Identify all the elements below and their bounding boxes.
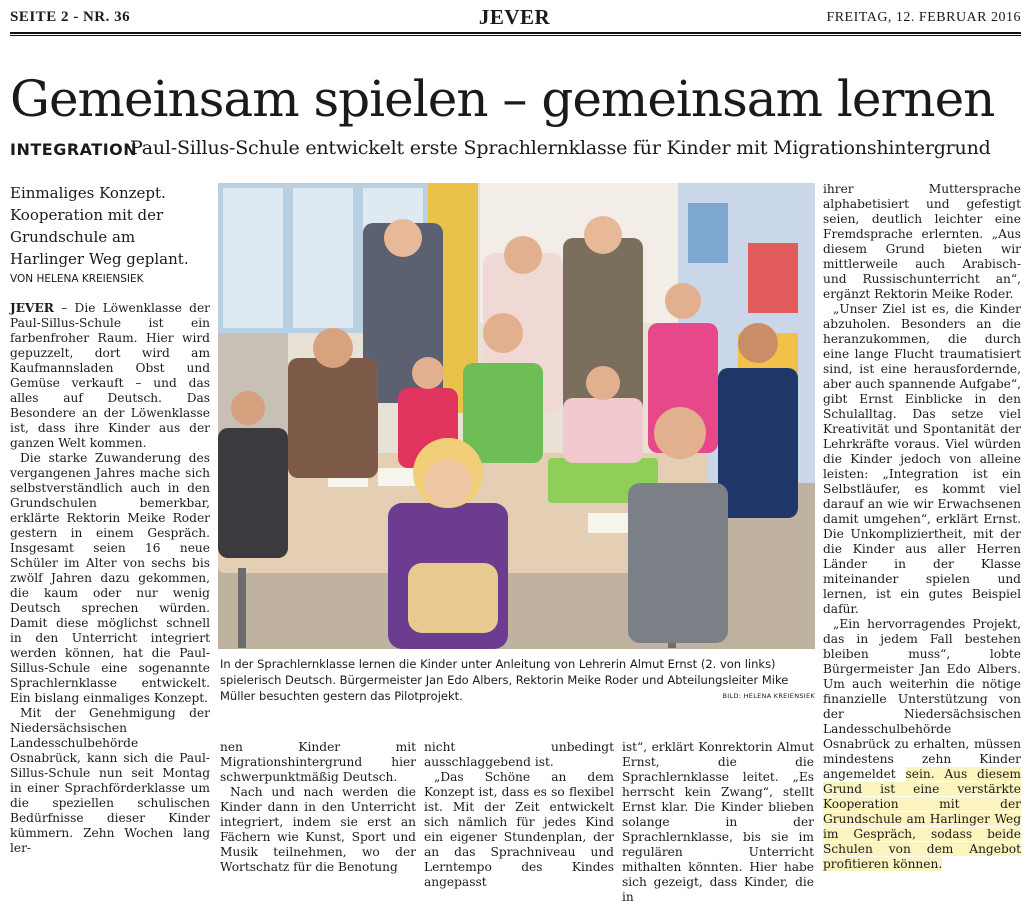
photo-caption: In der Sprachlernklasse lernen die Kinder unter Anleitung von Lehrerin Almut Ernst (2. von links) spielerisch Deutsch. Bürgermeister Jan Edo Albers, Rektorin Meike Roder und Abteilungsleiter Mike Müller besuchten gestern das Pilotprojekt. — [220, 657, 789, 703]
header-rule-thin — [10, 35, 1021, 36]
page-number: SEITE 2 - NR. 36 — [10, 9, 131, 25]
body-paragraph: nicht unbedingt ausschlaggebend ist. — [424, 740, 614, 769]
body-paragraph: ihrer Muttersprache alphabetisiert und gefestigt seien, deutlich leichter eine Fremdsprache erlernten. „Aus diesem Grund bieten wir mittlerweile auch Arabisch- und Russischunterricht an“, ergänzt Rektorin Meike Roder. — [823, 182, 1021, 301]
body-paragraph — [10, 301, 210, 451]
byline: VON HELENA KREIENSIEK — [10, 273, 144, 285]
headline: Gemeinsam spielen – gemeinsam lernen — [10, 70, 995, 128]
article-photo — [218, 183, 815, 649]
header-rule — [10, 32, 1021, 34]
dateline: JEVER — [10, 301, 54, 315]
body-paragraph: „Das Schöne an dem Konzept ist, dass es so flexibel ist. Mit der Zeit entwickelt sich nämlich für jedes Kind ein eigener Stundenplan, der an das Sprachniveau und Lerntempo des Kindes angepasst — [424, 770, 614, 889]
body-paragraph: „Unser Ziel ist es, die Kinder abzuholen. Besonders an die heranzukommen, die durch eine lange Flucht traumatisiert sind, ist eine herausfordernde, aber auch spannende Aufgabe“, gibt Ernst Einblicke in den Schulalltag. Das setze viel Kreativität und Spontanität der Lehrkräfte voraus. Viel würden die Kinder jedoch von alleine leisten: „Integration ist ein Selbstläufer, es kommt viel darauf an wie wir Erwachsenen damit umgehen“, erklärt Ernst. Die Unkompliziertheit, mit der die Kinder aus aller Herren Länder in der Klasse miteinander spielen und lernen, ist ein gutes Beispiel dafür. — [823, 302, 1021, 616]
body-column-2 — [220, 740, 416, 875]
body-paragraph: ist“, erklärt Konrektorin Almut Ernst, die die Sprachlernklasse leitet. „Es herrscht kein Zwang“, stellt Ernst klar. Die Kinder blieben solange in der Sprachlernklasse, bis sie im regulären Unterricht mithalten könnten. Hier habe sich gezeigt, dass Kinder, die in — [622, 740, 814, 904]
subheadline: Paul-Sillus-Schule entwickelt erste Sprachlernklasse für Kinder mit Migrationshintergrund — [130, 137, 991, 159]
body-column-5 — [823, 182, 1021, 872]
paragraph-text: „Ein hervorragendes Projekt, das in jedem Fall bestehen bleiben muss“, lobte Bürgermeister Jan Edo Albers. Um auch weiterhin die nötige finanzielle Unterstützung von der Niedersächsischen Landesschulbehörde Osnabrück zu erhalten, müssen mindestens zehn Kinder angemeldet — [823, 617, 1021, 781]
intro-text: Einmaliges Konzept. Kooperation mit der Grundschule am Harlinger Weg geplant. — [10, 184, 189, 268]
paragraph-text: – Die Löwenklasse der Paul-Sillus-Schule ist ein farbenfroher Raum. Hier wird gepuzzelt, dort wird am Kaufmannsladen Obst und Gemüse verkauft – und das alles auf Deutsch. Das Besondere an der Löwenklasse ist, dass ihre Kinder aus der ganzen Welt kommen. — [10, 301, 210, 450]
section-title: JEVER — [478, 5, 551, 29]
kicker: INTEGRATION — [10, 140, 138, 159]
body-column-1 — [10, 301, 210, 856]
classroom-photo-illustration — [218, 183, 815, 649]
body-column-4 — [622, 740, 814, 905]
body-paragraph — [823, 617, 1021, 872]
issue-date: FREITAG, 12. FEBRUAR 2016 — [826, 10, 1021, 25]
body-paragraph: Nach und nach werden die Kinder dann in den Unterricht integriert, indem sie erst an Fächern wie Kunst, Sport und Musik teilnehmen, wo der Wortschatz für die Benotung — [220, 785, 416, 874]
body-paragraph: Die starke Zuwanderung des vergangenen Jahres mache sich selbstverständlich auch in den Grundschulen bemerkbar, erklärte Rektorin Meike Roder gestern in einem Gespräch. Insgesamt seien 16 neue Schüler im Alter von sechs bis zwölf Jahren dazu gekommen, die kaum oder nur wenig Deutsch sprechen würden. Damit diese möglichst schnell in den Unterricht integriert werden können, hat die Paul-Sillus-Schule eine sogenannte Sprachlernklasse entwickelt. Ein bislang einmaliges Konzept. — [10, 451, 210, 705]
highlighted-text: sein. Aus diesem Grund ist eine verstärkte Kooperation mit der Grundschule am Harlinger Weg im Gespräch, sodass beide Schulen von dem Angebot profitieren können. — [823, 767, 1021, 871]
body-column-3 — [424, 740, 614, 890]
body-paragraph: nen Kinder mit Migrationshintergrund hier schwerpunktmäßig Deutsch. — [220, 740, 416, 784]
photo-credit: BILD: HELENA KREIENSIEK — [722, 692, 815, 700]
body-paragraph: Mit der Genehmigung der Niedersächsischen Landesschulbehörde Osnabrück, kann sich die Paul-Sillus-Schule nun seit Montag in einer Sprachförderklasse um die speziellen schulischen Bedürfnisse dieser Kinder kümmern. Zehn Wochen lang ler- — [10, 706, 210, 855]
